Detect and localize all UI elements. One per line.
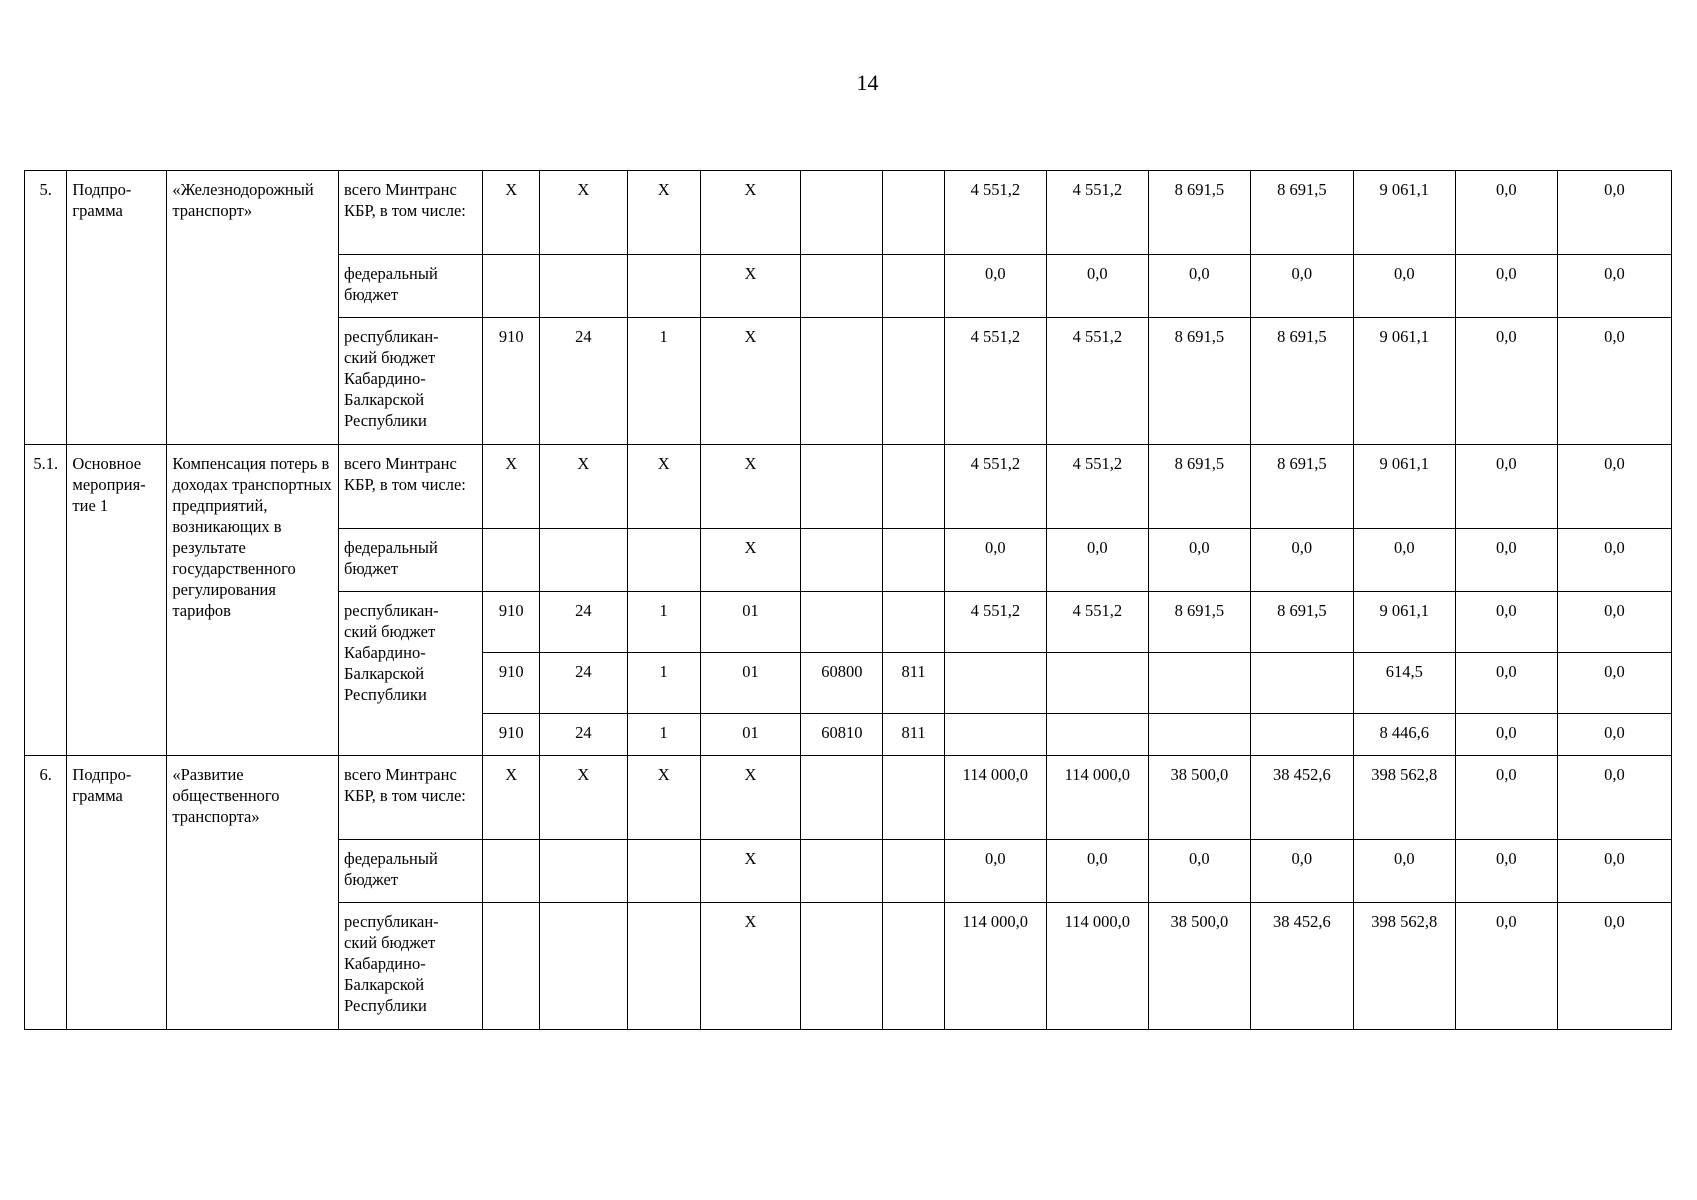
amount-cell: 38 452,6 xyxy=(1250,903,1353,1030)
amount-cell: 0,0 xyxy=(944,529,1046,592)
amount-cell: 114 000,0 xyxy=(944,903,1046,1030)
section-type: Подпро- грамма xyxy=(67,171,167,445)
budget-code-cell: 910 xyxy=(483,318,540,445)
budget-code-cell xyxy=(801,318,883,445)
budget-code-cell xyxy=(883,903,945,1030)
amount-cell: 0,0 xyxy=(1046,840,1148,903)
budget-table xyxy=(24,170,1672,1030)
amount-cell: 8 691,5 xyxy=(1250,445,1353,529)
amount-cell: 8 691,5 xyxy=(1148,171,1250,255)
amount-cell: 8 446,6 xyxy=(1353,714,1455,756)
amount-cell: 0,0 xyxy=(944,255,1046,318)
amount-cell: 38 452,6 xyxy=(1250,756,1353,840)
budget-code-cell: 60810 xyxy=(801,714,883,756)
amount-cell: 0,0 xyxy=(1250,255,1353,318)
amount-cell: 0,0 xyxy=(1148,840,1250,903)
budget-code-cell: 24 xyxy=(539,653,627,714)
amount-cell: 0,0 xyxy=(1557,653,1671,714)
amount-cell: 9 061,1 xyxy=(1353,592,1455,653)
section-number: 6. xyxy=(25,756,67,1030)
amount-cell: 0,0 xyxy=(1455,255,1557,318)
amount-cell: 0,0 xyxy=(1557,592,1671,653)
budget-code-cell: 1 xyxy=(627,318,700,445)
funding-source: республикан- ский бюджет Кабардино- Балкарской Республики xyxy=(339,318,483,445)
amount-cell: 0,0 xyxy=(1557,903,1671,1030)
amount-cell: 0,0 xyxy=(1250,840,1353,903)
budget-code-cell xyxy=(801,445,883,529)
amount-cell: 8 691,5 xyxy=(1250,592,1353,653)
amount-cell: 0,0 xyxy=(1455,840,1557,903)
budget-code-cell xyxy=(883,529,945,592)
budget-code-cell: Х xyxy=(483,445,540,529)
amount-cell: 0,0 xyxy=(1557,255,1671,318)
budget-code-cell: 1 xyxy=(627,714,700,756)
amount-cell xyxy=(1046,714,1148,756)
amount-cell: 4 551,2 xyxy=(1046,318,1148,445)
amount-cell: 0,0 xyxy=(1046,529,1148,592)
budget-code-cell xyxy=(801,529,883,592)
budget-code-cell xyxy=(801,255,883,318)
funding-source: федеральный бюджет xyxy=(339,840,483,903)
page-number: 14 xyxy=(856,70,879,95)
budget-code-cell: 24 xyxy=(539,714,627,756)
table-row xyxy=(25,756,1672,840)
amount-cell: 8 691,5 xyxy=(1250,171,1353,255)
amount-cell: 0,0 xyxy=(1353,255,1455,318)
amount-cell: 0,0 xyxy=(1455,318,1557,445)
amount-cell: 0,0 xyxy=(1455,445,1557,529)
amount-cell xyxy=(1148,714,1250,756)
budget-code-cell xyxy=(483,903,540,1030)
budget-code-cell xyxy=(883,318,945,445)
amount-cell: 38 500,0 xyxy=(1148,903,1250,1030)
section-name: Компенсация потерь в доходах транспортных предприятий, возникающих в результате государственного регулирования тарифов xyxy=(167,445,339,756)
budget-code-cell xyxy=(539,903,627,1030)
amount-cell: 8 691,5 xyxy=(1148,445,1250,529)
amount-cell: 0,0 xyxy=(1455,529,1557,592)
budget-code-cell: Х xyxy=(700,445,801,529)
budget-code-cell: Х xyxy=(700,903,801,1030)
amount-cell: 0,0 xyxy=(1557,529,1671,592)
section-number: 5.1. xyxy=(25,445,67,756)
amount-cell xyxy=(944,653,1046,714)
section-number: 5. xyxy=(25,171,67,445)
budget-code-cell: Х xyxy=(700,318,801,445)
budget-code-cell: Х xyxy=(700,171,801,255)
budget-code-cell xyxy=(883,840,945,903)
budget-code-cell xyxy=(883,255,945,318)
amount-cell: 4 551,2 xyxy=(944,318,1046,445)
budget-code-cell: Х xyxy=(627,171,700,255)
budget-code-cell: 60800 xyxy=(801,653,883,714)
amount-cell: 398 562,8 xyxy=(1353,756,1455,840)
amount-cell: 0,0 xyxy=(944,840,1046,903)
amount-cell: 8 691,5 xyxy=(1148,592,1250,653)
amount-cell: 0,0 xyxy=(1353,529,1455,592)
funding-source: всего Минтранс КБР, в том числе: xyxy=(339,171,483,255)
budget-code-cell xyxy=(627,903,700,1030)
budget-code-cell xyxy=(801,840,883,903)
budget-code-cell: 24 xyxy=(539,318,627,445)
amount-cell: 0,0 xyxy=(1455,653,1557,714)
budget-code-cell: Х xyxy=(483,171,540,255)
amount-cell: 0,0 xyxy=(1557,756,1671,840)
table-row xyxy=(25,445,1672,529)
amount-cell: 9 061,1 xyxy=(1353,445,1455,529)
amount-cell: 0,0 xyxy=(1148,529,1250,592)
budget-code-cell xyxy=(801,903,883,1030)
amount-cell: 114 000,0 xyxy=(944,756,1046,840)
amount-cell xyxy=(1250,714,1353,756)
budget-code-cell: 910 xyxy=(483,714,540,756)
budget-code-cell: 811 xyxy=(883,653,945,714)
amount-cell: 0,0 xyxy=(1250,529,1353,592)
budget-code-cell: 01 xyxy=(700,714,801,756)
budget-code-cell xyxy=(801,592,883,653)
budget-code-cell xyxy=(883,756,945,840)
amount-cell xyxy=(1148,653,1250,714)
amount-cell: 0,0 xyxy=(1353,840,1455,903)
amount-cell xyxy=(1250,653,1353,714)
budget-code-cell xyxy=(627,255,700,318)
amount-cell: 0,0 xyxy=(1455,714,1557,756)
budget-code-cell: Х xyxy=(627,756,700,840)
section-type: Подпро- грамма xyxy=(67,756,167,1030)
funding-source: республикан- ский бюджет Кабардино- Балкарской Республики xyxy=(339,903,483,1030)
budget-code-cell xyxy=(883,592,945,653)
budget-code-cell: 811 xyxy=(883,714,945,756)
budget-code-cell: Х xyxy=(627,445,700,529)
budget-code-cell xyxy=(539,529,627,592)
budget-code-cell xyxy=(483,840,540,903)
budget-code-cell: Х xyxy=(539,756,627,840)
budget-code-cell: 01 xyxy=(700,653,801,714)
budget-code-cell: Х xyxy=(700,255,801,318)
amount-cell: 114 000,0 xyxy=(1046,756,1148,840)
amount-cell xyxy=(1046,653,1148,714)
amount-cell: 8 691,5 xyxy=(1250,318,1353,445)
amount-cell: 0,0 xyxy=(1557,171,1671,255)
budget-code-cell: 1 xyxy=(627,653,700,714)
amount-cell: 9 061,1 xyxy=(1353,171,1455,255)
section-type: Основное мероприя- тие 1 xyxy=(67,445,167,756)
funding-source: всего Минтранс КБР, в том числе: xyxy=(339,445,483,529)
amount-cell: 614,5 xyxy=(1353,653,1455,714)
table-row xyxy=(25,171,1672,255)
budget-code-cell xyxy=(627,840,700,903)
budget-code-cell: 24 xyxy=(539,592,627,653)
amount-cell: 114 000,0 xyxy=(1046,903,1148,1030)
funding-source: федеральный бюджет xyxy=(339,255,483,318)
amount-cell: 4 551,2 xyxy=(1046,171,1148,255)
amount-cell: 9 061,1 xyxy=(1353,318,1455,445)
budget-code-cell: Х xyxy=(539,171,627,255)
amount-cell: 4 551,2 xyxy=(1046,592,1148,653)
budget-code-cell: 1 xyxy=(627,592,700,653)
amount-cell: 4 551,2 xyxy=(1046,445,1148,529)
amount-cell: 0,0 xyxy=(1455,756,1557,840)
budget-code-cell: 01 xyxy=(700,592,801,653)
section-name: «Развитие общественного транспорта» xyxy=(167,756,339,1030)
budget-code-cell xyxy=(801,171,883,255)
amount-cell: 398 562,8 xyxy=(1353,903,1455,1030)
budget-code-cell xyxy=(801,756,883,840)
budget-code-cell xyxy=(539,840,627,903)
amount-cell: 38 500,0 xyxy=(1148,756,1250,840)
funding-source: федеральный бюджет xyxy=(339,529,483,592)
budget-code-cell: 910 xyxy=(483,592,540,653)
budget-code-cell: Х xyxy=(700,840,801,903)
amount-cell: 0,0 xyxy=(1557,714,1671,756)
budget-code-cell xyxy=(883,445,945,529)
amount-cell: 4 551,2 xyxy=(944,171,1046,255)
amount-cell: 0,0 xyxy=(1455,171,1557,255)
budget-code-cell: Х xyxy=(483,756,540,840)
section-name: «Железнодорожный транспорт» xyxy=(167,171,339,445)
budget-code-cell xyxy=(483,529,540,592)
amount-cell: 0,0 xyxy=(1148,255,1250,318)
amount-cell: 8 691,5 xyxy=(1148,318,1250,445)
amount-cell: 0,0 xyxy=(1557,445,1671,529)
budget-code-cell xyxy=(539,255,627,318)
amount-cell: 0,0 xyxy=(1557,840,1671,903)
funding-source: всего Минтранс КБР, в том числе: xyxy=(339,756,483,840)
amount-cell: 0,0 xyxy=(1046,255,1148,318)
budget-code-cell xyxy=(627,529,700,592)
amount-cell xyxy=(944,714,1046,756)
funding-source: республикан- ский бюджет Кабардино- Балкарской Республики xyxy=(339,592,483,756)
amount-cell: 4 551,2 xyxy=(944,445,1046,529)
budget-code-cell: Х xyxy=(700,756,801,840)
budget-code-cell: Х xyxy=(539,445,627,529)
budget-code-cell xyxy=(883,171,945,255)
amount-cell: 0,0 xyxy=(1455,903,1557,1030)
budget-code-cell: 910 xyxy=(483,653,540,714)
amount-cell: 0,0 xyxy=(1455,592,1557,653)
amount-cell: 0,0 xyxy=(1557,318,1671,445)
budget-code-cell: Х xyxy=(700,529,801,592)
amount-cell: 4 551,2 xyxy=(944,592,1046,653)
budget-code-cell xyxy=(483,255,540,318)
